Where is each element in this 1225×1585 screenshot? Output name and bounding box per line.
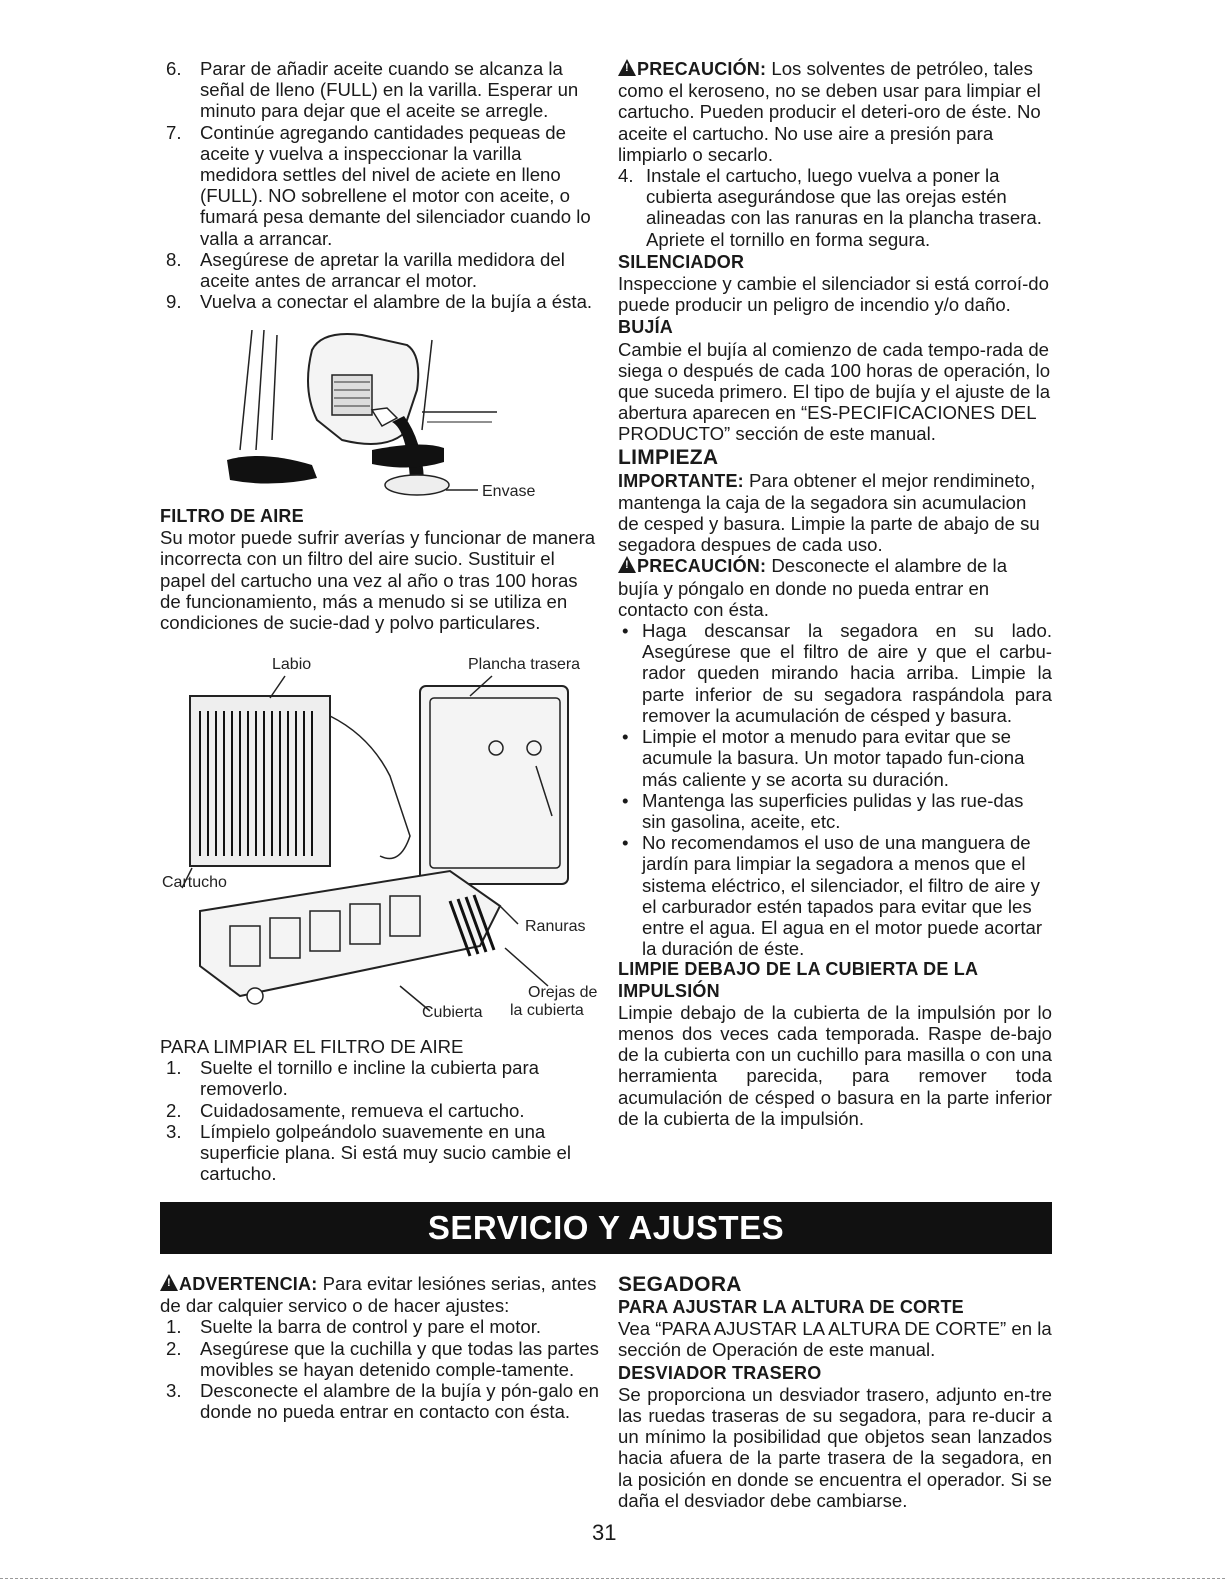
section-heading: FILTRO DE AIRE (160, 506, 304, 526)
fig-label-plancha: Plancha trasera (468, 656, 581, 673)
air-filter-illustration (160, 656, 602, 1026)
paragraph: Cambie el bujía al comienzo de cada tempo-rada de siega o después de cada 100 horas de operación, lo que suceda primero. El tipo de bujía y el ajuste de la abertura aparecen en “ES-PECIFICACIONES DEL PRODUCTO” sección de este manual. (618, 338, 1051, 445)
list-item: 2. Cuidadosamente, remueva el cartucho. (166, 1099, 525, 1121)
cleaning-bullets (618, 620, 1052, 959)
warning-triangle-icon (618, 59, 636, 76)
list-item: 4. Instale el cartucho, luego vuelva a poner la cubierta asegurándose que las orejas estén alineadas con las ranuras en la plancha trasera. Apriete el tornillo en forma segura. (618, 165, 1042, 250)
clean-steps-list (160, 1057, 602, 1184)
list-item: • Limpie el motor a menudo para evitar que se acumule la basura. Un motor tapado fun-ciona más caliente y se acorta su duración. (622, 726, 1025, 790)
list-item: 3. Límpielo golpeándolo suavemente en una superficie plana. Si está muy sucio cambie el cartucho. (166, 1120, 572, 1185)
service-steps-list (160, 1316, 602, 1422)
engine-oil-image (222, 330, 552, 505)
section-heading: DESVIADOR TRASERO (618, 1362, 822, 1383)
paragraph: Limpie debajo de la cubierta de la impulsión por lo menos dos veces cada temporada. Raspe de-bajo de la cubierta con un cuchillo para masilla o con una herramienta parecida, para remover toda acumulación de césped o basura en la parte inferior de la cubierta de la impulsión. (618, 1001, 1052, 1129)
fig-label-cubierta: Cubierta (422, 1004, 483, 1021)
warning-triangle-icon (618, 556, 636, 573)
list-item: • Haga descansar la segadora en su lado. Asegúrese que el filtro de aire y que el carbu-rador queden mirando hacia arriba. Limpie la parte inferior de su segadora raspándola para remover la acumulación de césped y basura. (622, 620, 1052, 726)
air-filter-section (160, 506, 602, 633)
right-column-top (618, 58, 1052, 1129)
section-heading: PARA LIMPIAR EL FILTRO DE AIRE (160, 1036, 464, 1057)
paragraph: Se proporciona un desviador trasero, adjunto en-tre las ruedas traseras de su segadora, para re-ducir a un mínimo la posibilidad que objetos sean lanzados hacia afuera de la parte trasera de la segadora, en la posición en donde se encuentra el operador. Si se daña el desviador debe cambiarse. (618, 1383, 1052, 1511)
list-item: 9. Vuelva a conectar el alambre de la bujía a ésta. (166, 291, 593, 313)
oil-fill-illustration (222, 330, 552, 505)
list-item: 6. Parar de añadir aceite cuando se alcanza la señal de lleno (FULL) en la varilla. Esperar un minuto para dejar que el aceite se arregle. (166, 58, 579, 122)
paragraph: Inspeccione y cambie el silenciador si está corroí-do puede producir un peligro de incendio y/o daño. (618, 273, 1049, 316)
paragraph: Vea “PARA AJUSTAR LA ALTURA DE CORTE” en la sección de Operación de este manual. (618, 1318, 1052, 1361)
fig-label-orejas-2: la cubierta (510, 1002, 584, 1019)
section-heading: LIMPIE DEBAJO DE LA CUBIERTA DE LA IMPULSIÓN (618, 959, 978, 1001)
page-edge-divider (0, 1578, 1225, 1579)
important-paragraph: IMPORTANTE: Para obtener el mejor rendimineto, mantenga la caja de la segadora sin acumulacion de cesped y basura. Limpie la parte de abajo de su segadora despues de cada uso. (618, 469, 1040, 556)
section-heading: PARA AJUSTAR LA ALTURA DE CORTE (618, 1297, 964, 1317)
left-column-bottom (160, 1273, 602, 1422)
fig-label-orejas: Orejas de (528, 984, 598, 1001)
list-item: • No recomendamos el uso de una manguera de jardín para limpiar la segadora a menos que el sistema eléctrico, el silenciador, el filtro de aire y el carburador estén tapados para evitar que les entre el agua. El agua en el motor puede acortar la duración de éste. (622, 832, 1043, 960)
caution-paragraph: !PRECAUCIÓN: Los solventes de petróleo, tales como el keroseno, no se deben usar para limpiar el cartucho. Pueden producir el deteri-oro de éste. No aceite el cartucho. No use aire a presión para limpiarlo o secarlo. (618, 58, 1052, 165)
fig-label-cartucho: Cartucho (162, 874, 227, 891)
oil-steps-list (160, 58, 602, 312)
section-heading: SILENCIADOR (618, 251, 745, 272)
caution-paragraph: !PRECAUCIÓN: Desconecte el alambre de la bujía y póngalo en donde no pueda entrar en contacto con ésta. (618, 555, 1052, 620)
section-banner: SERVICIO Y AJUSTES (160, 1202, 1052, 1254)
fig-label-envase: Envase (482, 483, 536, 500)
section-heading: SEGADORA (618, 1273, 742, 1296)
install-step-list (618, 165, 1052, 250)
fig-label-ranuras: Ranuras (525, 918, 586, 935)
list-item: 2. Asegúrese que la cuchilla y que todas las partes movibles se hayan detenido comple-tamente. (166, 1337, 599, 1380)
section-heading: LIMPIEZA (618, 445, 719, 469)
list-item: 3. Desconecte el alambre de la bujía y pón-galo en donde no pueda entrar en contacto con ésta. (166, 1380, 599, 1423)
list-item: 1. Suelte la barra de control y pare el motor. (166, 1316, 542, 1338)
warning-paragraph: !ADVERTENCIA: Para evitar lesiónes serias, antes de dar calquier servico o de hacer ajustes: (160, 1273, 602, 1316)
right-column-bottom (618, 1273, 1052, 1511)
warning-triangle-icon (160, 1274, 178, 1291)
section-heading: BUJÍA (618, 317, 674, 338)
paragraph: Su motor puede sufrir averías y funcionar de manera incorrecta con un filtro del aire sucio. Sustituir el papel del cartucho una vez al año o tras 100 horas de funcionamiento, más a menudo si se utiliza en condiciones de sucie-dad y polvo particulares. (160, 527, 596, 634)
list-item: 1. Suelte el tornillo e incline la cubierta para removerlo. (166, 1057, 540, 1100)
list-item: • Mantenga las superficies pulidas y las rue-das sin gasolina, aceite, etc. (622, 789, 1024, 832)
page-number: 31 (592, 1520, 617, 1545)
clean-filter-section (160, 1036, 602, 1184)
air-filter-image (160, 656, 602, 1026)
left-column-top (160, 58, 602, 312)
fig-label-labio: Labio (272, 656, 312, 673)
list-item: 7. Continúe agregando cantidades pequeas de aceite y vuelva a inspeccionar la varilla medidora settles del nivel de aciete en lleno (FULL). NO sobrellene el motor con aceite, o fumará pesa demante del silenciador cuando lo valla a arrancar. (166, 121, 591, 249)
list-item: 8. Asegúrese de apretar la varilla medidora del aceite antes de arrancar el motor. (166, 248, 565, 292)
